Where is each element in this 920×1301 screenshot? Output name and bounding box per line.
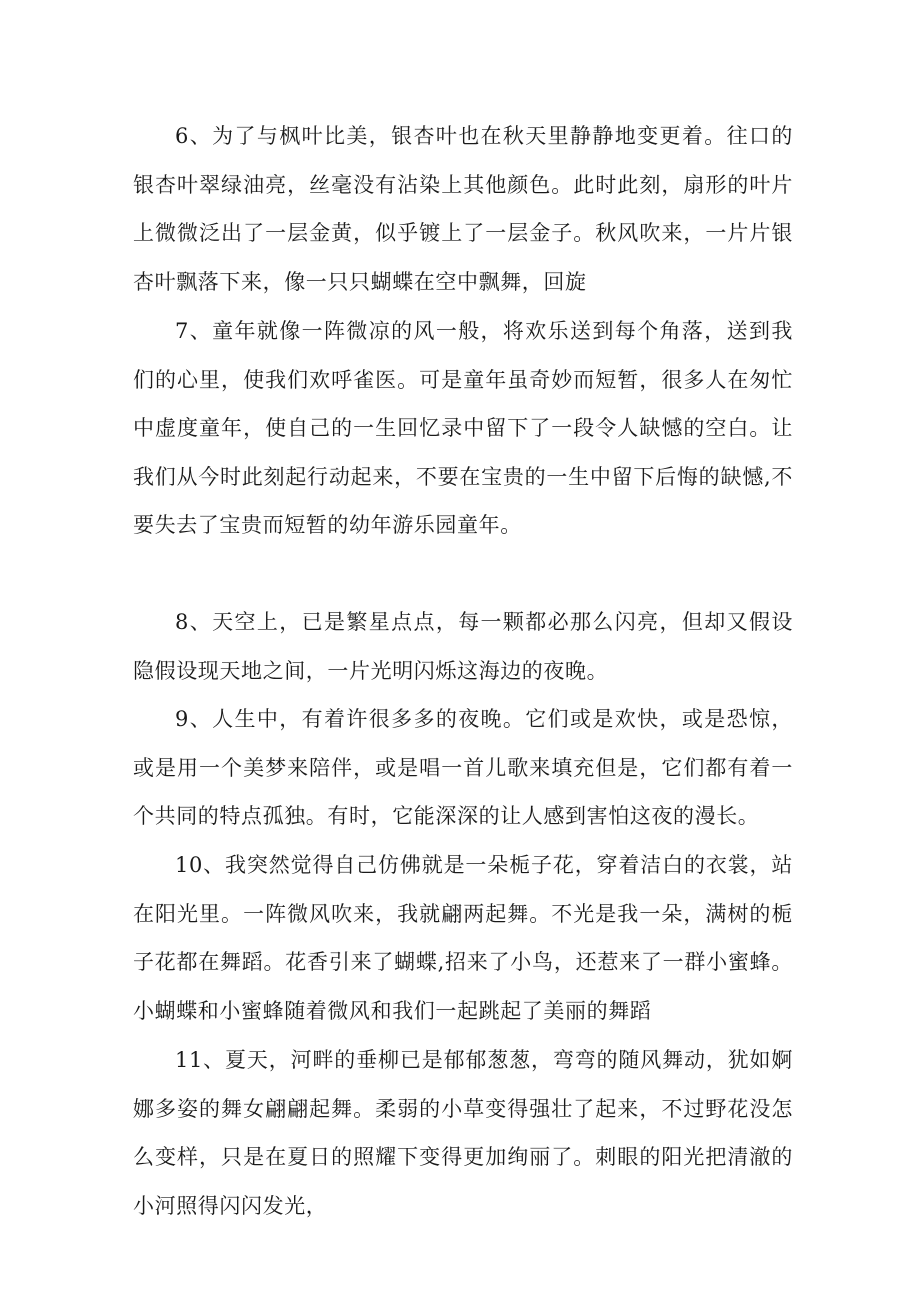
- paragraph-text: 6、为了与枫叶比美，银杏叶也在秋天里静静地变更着。往口的银杏叶翠绿油亮，丝毫没有沾染上其他颜色。此时此刻，扇形的叶片上微微泛出了一层金黄，似乎镀上了一层金子。秋风吹来，一片片银杏叶飘落下来，像一只只蝴蝶在空中飘舞，回旋: [133, 124, 793, 294]
- paragraph-7: [133, 307, 793, 550]
- paragraph-8: [133, 598, 793, 695]
- paragraph-text: 11、夏天，河畔的垂柳已是郁郁葱葱，弯弯的随风舞动，犹如婀娜多姿的舞女翩翩起舞。柔弱的小草变得强壮了起来，不过野花没怎么变样，只是在夏日的照耀下变得更加绚丽了。刺眼的阳光把清澈的小河照得闪闪发光，: [133, 1048, 793, 1218]
- paragraph-text: 7、童年就像一阵微凉的风一般，将欢乐送到每个角落，送到我们的心里，使我们欢呼雀医。可是童年虽奇妙而短暂，很多人在匆忙中虚度童年，使自己的一生回忆录中留下了一段令人缺憾的空白。让我们从今时此刻起行动起来，不要在宝贵的一生中留下后悔的缺憾,不要失去了宝贵而短暂的幼年游乐园童年。: [133, 319, 793, 537]
- paragraph-11: [133, 1036, 793, 1230]
- paragraph-text: 8、天空上，已是繁星点点，每一颗都必那么闪亮，但却又假设隐假设现天地之间，一片光明闪烁这海边的夜晚。: [133, 610, 793, 683]
- paragraph-9: [133, 695, 793, 841]
- paragraph-10: [133, 841, 793, 1035]
- paragraph-text: 9、人生中，有着许很多多的夜晚。它们或是欢快，或是恐惊，或是用一个美梦来陪伴，或是唱一首儿歌来填充但是，它们都有着一个共同的特点孤独。有时，它能深深的让人感到害怕这夜的漫长。: [133, 707, 793, 828]
- paragraph-6: [133, 112, 793, 306]
- paragraph-text: 10、我突然觉得自己仿佛就是一朵栀子花，穿着洁白的衣裳，站在阳光里。一阵微风吹来，我就翩两起舞。不光是我一朵，满树的栀子花都在舞蹈。花香引来了蝴蝶,招来了小鸟，还惹来了一群小蜜蜂。小蝴蝶和小蜜蜂随着微风和我们一起跳起了美丽的舞蹈: [133, 853, 793, 1023]
